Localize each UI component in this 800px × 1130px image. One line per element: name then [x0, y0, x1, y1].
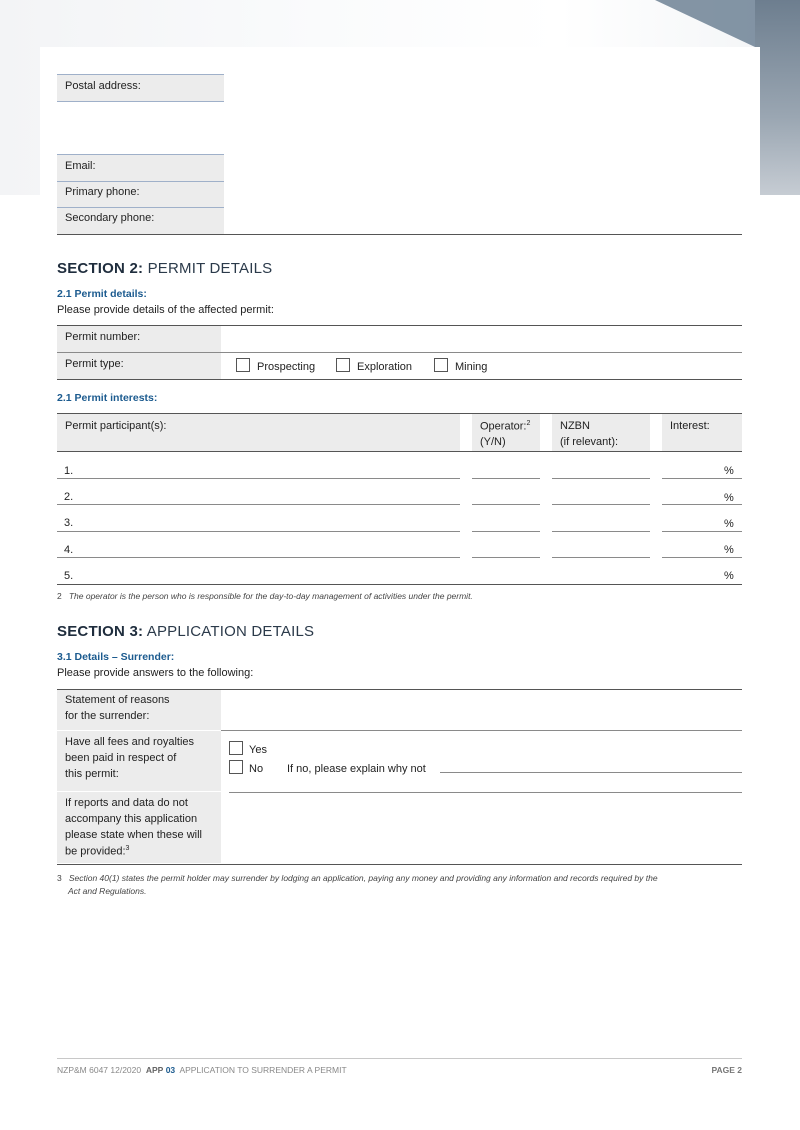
- operator-header-line1: Operator:: [480, 420, 527, 433]
- email-label: Email:: [65, 160, 96, 172]
- footer-left: [57, 1065, 347, 1075]
- footnote-3-text-line1: Section 40(1) states the permit holder may surrender by lodging an application, paying any money and providing any information and records required by the: [68, 873, 658, 883]
- fees-yes-checkbox[interactable]: [229, 741, 243, 755]
- section-3-number: SECTION 3:: [57, 623, 144, 640]
- reports-label-line1: If reports and data do not: [65, 797, 188, 809]
- operator-footnote-ref: 2: [526, 420, 531, 427]
- percent-sign: %: [724, 544, 734, 556]
- permit-number-label-cell: [57, 326, 221, 352]
- permit-type-label: Permit type:: [65, 358, 124, 370]
- fees-label-line2: been paid in respect of: [65, 752, 177, 764]
- interest-input[interactable]: [662, 531, 742, 532]
- nzbn-input[interactable]: [552, 557, 650, 558]
- participant-input[interactable]: [57, 557, 460, 558]
- exploration-checkbox[interactable]: [336, 358, 350, 372]
- percent-sign: %: [724, 492, 734, 504]
- percent-sign: %: [724, 465, 734, 477]
- divider: [57, 379, 742, 380]
- permit-number-input[interactable]: [229, 326, 742, 352]
- divider: [57, 101, 224, 102]
- secondary-phone-label: Secondary phone:: [65, 212, 155, 224]
- surrender-details-heading: 3.1 Details – Surrender:: [57, 651, 175, 663]
- operator-input[interactable]: [472, 557, 540, 558]
- row-number: 2.: [64, 491, 74, 503]
- interest-input[interactable]: [662, 557, 742, 558]
- fees-label-line1: Have all fees and royalties: [65, 736, 195, 748]
- footer-app-number: 03: [165, 1065, 176, 1075]
- reports-label-line4-text: be provided:: [65, 845, 126, 858]
- footnote-2-text: The operator is the person who is responsible for the day-to-day management of activities under the permit.: [68, 591, 473, 601]
- participants-header-cell: [57, 414, 460, 451]
- prospecting-checkbox[interactable]: [236, 358, 250, 372]
- reports-label-line4: [65, 845, 129, 858]
- operator-input[interactable]: [472, 504, 540, 505]
- fees-yes-label: Yes: [249, 744, 267, 756]
- page-number: PAGE 2: [711, 1065, 742, 1075]
- percent-sign: %: [724, 570, 734, 582]
- reports-label-line2: accompany this application: [65, 813, 198, 825]
- row-number: 4.: [64, 544, 74, 556]
- interest-header-cell: [662, 414, 742, 451]
- postal-label-cell: [57, 75, 224, 101]
- postal-address-label: Postal address:: [65, 80, 141, 92]
- row-number: 5.: [64, 570, 74, 582]
- section-2-name: PERMIT DETAILS: [147, 260, 273, 277]
- divider: [57, 864, 742, 865]
- nzbn-input[interactable]: [552, 478, 650, 479]
- fees-no-label: No: [249, 763, 264, 775]
- mining-checkbox[interactable]: [434, 358, 448, 372]
- footer-app-prefix: APP: [145, 1065, 164, 1075]
- reports-footnote-ref: 3: [125, 845, 130, 852]
- postal-address-input[interactable]: [224, 75, 742, 155]
- surrender-instruction: Please provide answers to the following:: [57, 667, 254, 679]
- operator-header: [480, 420, 530, 433]
- primary-phone-input[interactable]: [224, 182, 742, 207]
- section-2-number: SECTION 2:: [57, 260, 144, 277]
- nzbn-input[interactable]: [552, 531, 650, 532]
- footnote-3-text-line2: Act and Regulations.: [68, 886, 147, 896]
- reports-label-cell: [57, 792, 221, 863]
- fees-explain-label: If no, please explain why not: [287, 763, 426, 775]
- reasons-label-cell: [57, 690, 221, 730]
- divider: [57, 451, 742, 452]
- reasons-label-line1: Statement of reasons: [65, 694, 170, 706]
- participant-input[interactable]: [57, 504, 460, 505]
- exploration-label: Exploration: [357, 361, 413, 373]
- mining-label: Mining: [455, 361, 488, 373]
- nzbn-header-line1: NZBN: [560, 420, 590, 432]
- row-number: 3.: [64, 517, 74, 529]
- percent-sign: %: [724, 518, 734, 530]
- reasons-label-line2: for the surrender:: [65, 710, 150, 722]
- footer-doc-title: APPLICATION TO SURRENDER A PERMIT: [179, 1065, 347, 1075]
- operator-input[interactable]: [472, 478, 540, 479]
- email-input[interactable]: [224, 155, 742, 181]
- participants-header: Permit participant(s):: [65, 420, 167, 432]
- header-accent-diagonal: [655, 0, 755, 47]
- section-3-name: APPLICATION DETAILS: [146, 623, 315, 640]
- participant-input[interactable]: [57, 531, 460, 532]
- permit-type-label-cell: [57, 353, 221, 379]
- secondary-phone-label-cell: [57, 208, 224, 234]
- nzbn-input[interactable]: [552, 504, 650, 505]
- fees-label-cell: [57, 731, 221, 791]
- permit-number-label: Permit number:: [65, 331, 141, 343]
- fees-no-checkbox[interactable]: [229, 760, 243, 774]
- footnote-3-number: 3: [57, 873, 62, 883]
- permit-details-heading: 2.1 Permit details:: [57, 288, 147, 300]
- footnote-2: [57, 591, 473, 601]
- reasons-input[interactable]: [229, 690, 742, 730]
- section-2-title: [57, 260, 272, 277]
- footer-doc-code: NZP&M 6047 12/2020: [57, 1065, 142, 1075]
- divider: [221, 730, 742, 731]
- prospecting-label: Prospecting: [257, 361, 316, 373]
- secondary-phone-input[interactable]: [224, 208, 742, 234]
- interest-input[interactable]: [662, 504, 742, 505]
- footer-divider: [57, 1058, 742, 1059]
- primary-phone-label-cell: [57, 182, 224, 207]
- nzbn-header-cell: [552, 414, 650, 451]
- participant-rows-bottom-border: [57, 584, 742, 585]
- footnote-2-number: 2: [57, 591, 62, 601]
- interest-input[interactable]: [662, 478, 742, 479]
- fees-explain-input[interactable]: [440, 772, 742, 773]
- section-3-title: [57, 623, 314, 640]
- footnote-3: [57, 873, 658, 883]
- reports-input[interactable]: [229, 793, 742, 863]
- nzbn-header-line2: (if relevant):: [560, 436, 619, 448]
- operator-header-line2: (Y/N): [480, 436, 506, 448]
- interest-header: Interest:: [670, 420, 710, 432]
- operator-input[interactable]: [472, 531, 540, 532]
- primary-phone-label: Primary phone:: [65, 186, 140, 198]
- divider: [57, 234, 742, 235]
- email-label-cell: [57, 155, 224, 181]
- header-accent-band: [755, 0, 800, 195]
- reports-label-line3: please state when these will: [65, 829, 202, 841]
- participant-input[interactable]: [57, 478, 460, 479]
- row-number: 1.: [64, 465, 74, 477]
- permit-details-instruction: Please provide details of the affected permit:: [57, 304, 274, 316]
- fees-label-line3: this permit:: [65, 768, 119, 780]
- operator-header-cell: [472, 414, 540, 451]
- permit-interests-heading: 2.1 Permit interests:: [57, 392, 158, 404]
